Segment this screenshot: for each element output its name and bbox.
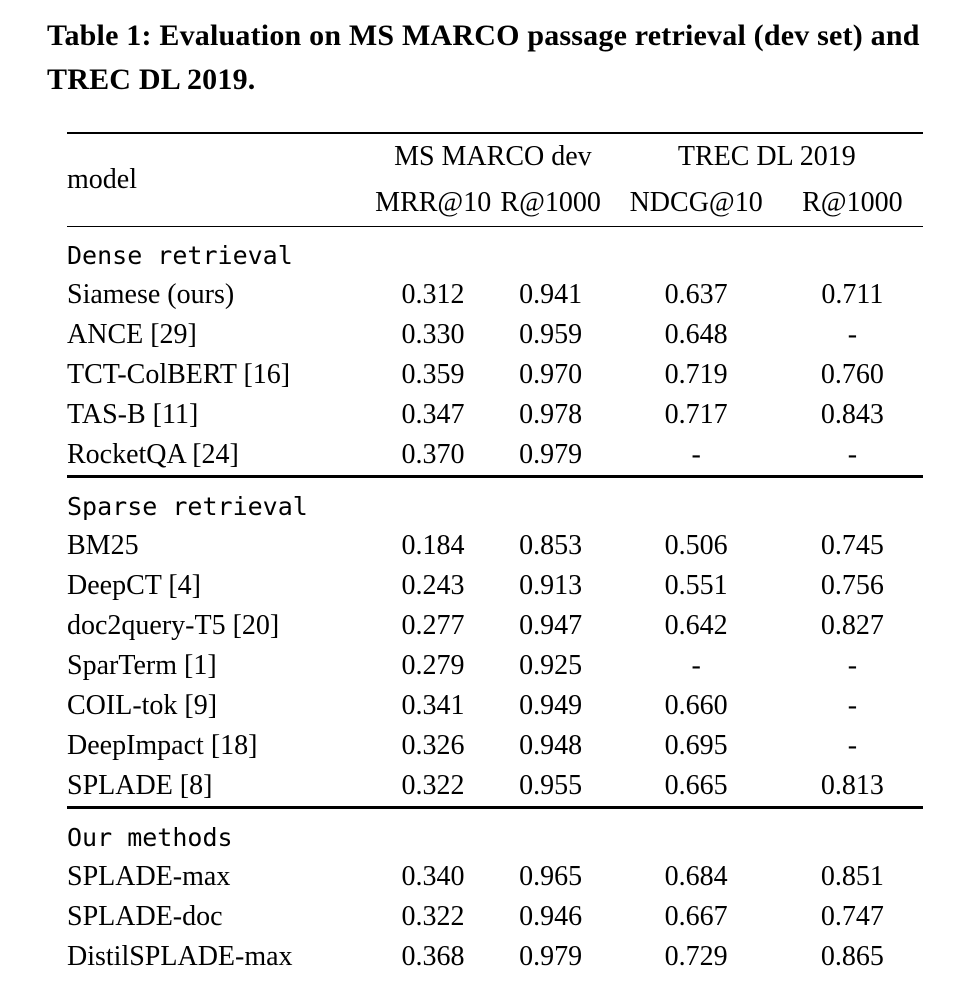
metric-value: 0.979	[519, 941, 583, 972]
metric-value: -	[847, 319, 858, 350]
metric-value: 0.946	[519, 901, 583, 932]
metric-value: 0.865	[820, 941, 884, 972]
model-name: SPLADE [8]	[67, 770, 213, 801]
metric-value: 0.322	[401, 770, 465, 801]
model-name: DeepCT [4]	[67, 570, 201, 601]
metric-value: 0.913	[519, 570, 583, 601]
model-name: doc2query-T5 [20]	[67, 610, 280, 641]
metric-value: 0.312	[401, 279, 465, 310]
metric-value: 0.813	[820, 770, 884, 801]
table-row	[67, 766, 923, 808]
col-header-r1000-msmarco: R@1000	[500, 187, 601, 218]
metric-value: 0.760	[820, 359, 884, 390]
model-name: Siamese (ours)	[67, 279, 235, 310]
metric-value: 0.978	[519, 399, 583, 430]
col-header-mrr10: MRR@10	[375, 187, 492, 218]
metric-value: 0.695	[664, 730, 728, 761]
table-row	[67, 646, 923, 686]
metric-value: -	[847, 730, 858, 761]
metric-value: 0.717	[664, 399, 728, 430]
metric-value: 0.948	[519, 730, 583, 761]
metric-value: 0.665	[664, 770, 728, 801]
metric-value: 0.277	[401, 610, 465, 641]
metric-value: 0.711	[821, 279, 884, 310]
metric-value: 0.965	[519, 861, 583, 892]
metric-value: 0.506	[664, 530, 728, 561]
table-header	[67, 133, 923, 227]
model-name: SPLADE-doc	[67, 901, 223, 932]
table-row	[67, 897, 923, 937]
metric-value: 0.340	[401, 861, 465, 892]
table-section	[67, 808, 923, 978]
metric-value: 0.756	[820, 570, 884, 601]
table-row	[67, 857, 923, 897]
metric-value: 0.955	[519, 770, 583, 801]
table-row	[67, 606, 923, 646]
metric-value: -	[691, 439, 701, 470]
section-title: Sparse retrieval	[67, 491, 308, 521]
section-header-row	[67, 227, 923, 276]
table-row	[67, 526, 923, 566]
metric-value: 0.851	[820, 861, 884, 892]
table-row	[67, 275, 923, 315]
metric-value: -	[691, 650, 701, 681]
table-section	[67, 477, 923, 808]
metric-value: 0.853	[519, 530, 583, 561]
metric-value: 0.667	[664, 901, 728, 932]
metric-value: 0.326	[401, 730, 465, 761]
metric-value: 0.959	[519, 319, 583, 350]
col-header-ndcg10: NDCG@10	[629, 187, 763, 218]
metric-value: 0.637	[664, 279, 728, 310]
metric-value: -	[847, 439, 858, 470]
metric-value: 0.330	[401, 319, 465, 350]
model-name: COIL-tok [9]	[67, 690, 218, 721]
table-row	[67, 355, 923, 395]
metric-value: 0.368	[401, 941, 465, 972]
model-name: DistilSPLADE-max	[67, 941, 293, 972]
model-name: DeepImpact [18]	[67, 730, 258, 761]
model-name: TAS-B [11]	[67, 399, 199, 430]
model-name: SparTerm [1]	[67, 650, 217, 681]
metric-value: 0.279	[401, 650, 465, 681]
metric-value: 0.370	[401, 439, 465, 470]
metric-value: 0.648	[664, 319, 728, 350]
metric-value: 0.843	[820, 399, 884, 430]
metric-value: 0.551	[664, 570, 728, 601]
table-row	[67, 315, 923, 355]
model-name: RocketQA [24]	[67, 439, 239, 470]
table-section	[67, 227, 923, 477]
metric-value: 0.941	[519, 279, 583, 310]
metric-value: 0.747	[820, 901, 884, 932]
model-name: SPLADE-max	[67, 861, 231, 892]
metric-value: 0.660	[664, 690, 728, 721]
metric-value: 0.745	[820, 530, 884, 561]
metric-value: 0.184	[401, 530, 465, 561]
metric-value: 0.684	[664, 861, 728, 892]
metric-value: 0.642	[664, 610, 728, 641]
metric-value: 0.925	[519, 650, 583, 681]
table-row	[67, 686, 923, 726]
metric-value: 0.947	[519, 610, 583, 641]
header-group-row	[67, 133, 923, 180]
section-title: Dense retrieval	[67, 240, 293, 270]
metric-value: 0.347	[401, 399, 465, 430]
metric-value: 0.359	[401, 359, 465, 390]
metric-value: 0.979	[519, 439, 583, 470]
section-header-row	[67, 477, 923, 527]
metric-value: -	[847, 650, 858, 681]
col-group-trec-dl-2019: TREC DL 2019	[677, 141, 856, 172]
section-title: Our methods	[67, 822, 233, 852]
model-name: ANCE [29]	[67, 319, 197, 350]
section-header-row	[67, 808, 923, 858]
table-row	[67, 435, 923, 477]
metric-value: 0.970	[519, 359, 583, 390]
metric-value: 0.341	[401, 690, 465, 721]
table-row	[67, 937, 923, 977]
table-row	[67, 395, 923, 435]
metric-value: 0.243	[401, 570, 465, 601]
col-header-r1000-trec: R@1000	[802, 187, 903, 218]
model-name: TCT-ColBERT [16]	[67, 359, 291, 390]
metric-value: 0.719	[664, 359, 728, 390]
metric-value: 0.322	[401, 901, 465, 932]
model-name: BM25	[67, 530, 139, 561]
col-group-msmarco-dev: MS MARCO dev	[394, 141, 592, 172]
table-row	[67, 726, 923, 766]
metric-value: 0.729	[664, 941, 728, 972]
metric-value: 0.949	[519, 690, 583, 721]
table-row	[67, 566, 923, 606]
col-header-model: model	[67, 164, 137, 195]
metric-value: 0.827	[820, 610, 884, 641]
table-caption: Table 1: Evaluation on MS MARCO passage retrieval (dev set) and TREC DL 2019.	[47, 19, 920, 96]
metric-value: -	[847, 690, 858, 721]
evaluation-table	[67, 132, 923, 977]
